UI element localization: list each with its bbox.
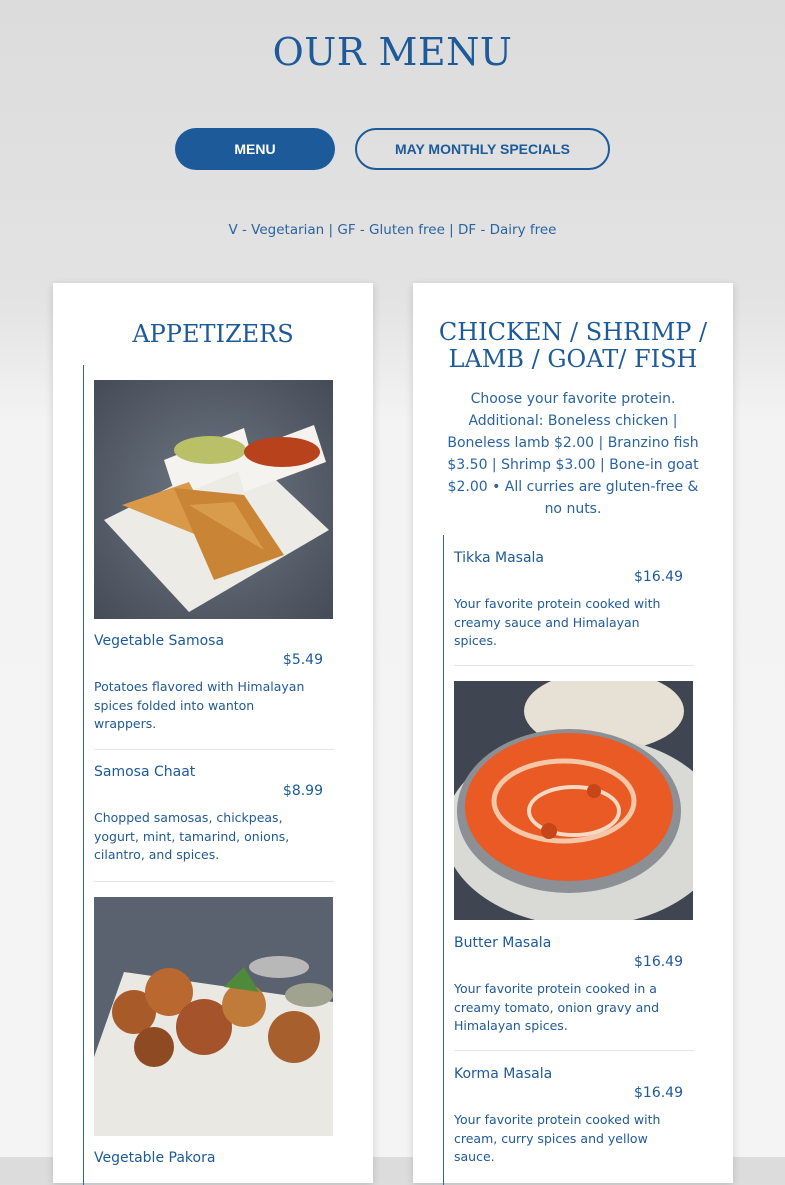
- proteins-card: [413, 283, 733, 1183]
- item-price: $16.49: [634, 569, 683, 585]
- tab-menu[interactable]: MENU: [175, 128, 335, 170]
- tab-monthly-specials[interactable]: MAY MONTHLY SPECIALS: [355, 128, 610, 170]
- item-price: $5.49: [282, 652, 323, 668]
- item-price: $8.99: [282, 783, 323, 799]
- proteins-list: [443, 535, 695, 1185]
- item-name: Butter Masala: [454, 935, 552, 951]
- item-description: Your favorite protein cooked in a creamy tomato, onion gravy and Himalayan spices.: [454, 981, 660, 1033]
- item-description: Your favorite protein cooked with cream, curry spices and yellow sauce.: [454, 1112, 661, 1164]
- item-divider: [94, 881, 334, 882]
- page-title: OUR MENU: [272, 30, 513, 74]
- item-name: Vegetable Pakora: [94, 1150, 216, 1166]
- item-description: Potatoes flavored with Himalayan spices folded into wanton wrappers.: [94, 679, 305, 731]
- item-name: Samosa Chaat: [94, 764, 196, 780]
- item-name: Tikka Masala: [454, 550, 545, 566]
- menu-tabs: [0, 128, 785, 170]
- proteins-heading: CHICKEN / SHRIMP / LAMB / GOAT/ FISH: [438, 318, 708, 373]
- item-name: Vegetable Samosa: [94, 633, 225, 649]
- item-divider: [454, 665, 694, 666]
- item-description: Chopped samosas, chickpeas, yogurt, mint, tamarind, onions, cilantro, and spices.: [94, 810, 290, 862]
- appetizers-list: [83, 365, 335, 1185]
- appetizers-heading: APPETIZERS: [132, 320, 294, 348]
- item-divider: [94, 749, 334, 750]
- item-description: Your favorite protein cooked with creamy sauce and Himalayan spices.: [454, 596, 661, 648]
- item-price: $16.49: [634, 954, 683, 970]
- samosa-photo: [94, 380, 333, 619]
- item-divider: [454, 1050, 694, 1051]
- dietary-legend: V - Vegetarian | GF - Gluten free | DF - Dairy free: [228, 222, 557, 238]
- appetizers-card: [53, 283, 373, 1183]
- item-price: $16.49: [634, 1085, 683, 1101]
- protein-options-note: Choose your favorite protein. Additional: Boneless chicken | Boneless lamb $2.00 | Branzino fish $3.50 | Shrimp $3.00 | Bone-in goat $2.00 • All curries are gluten-free & no nuts.: [447, 391, 699, 517]
- butter-masala-photo: [454, 681, 693, 920]
- pakora-photo: [94, 897, 333, 1136]
- item-name: Korma Masala: [454, 1066, 553, 1082]
